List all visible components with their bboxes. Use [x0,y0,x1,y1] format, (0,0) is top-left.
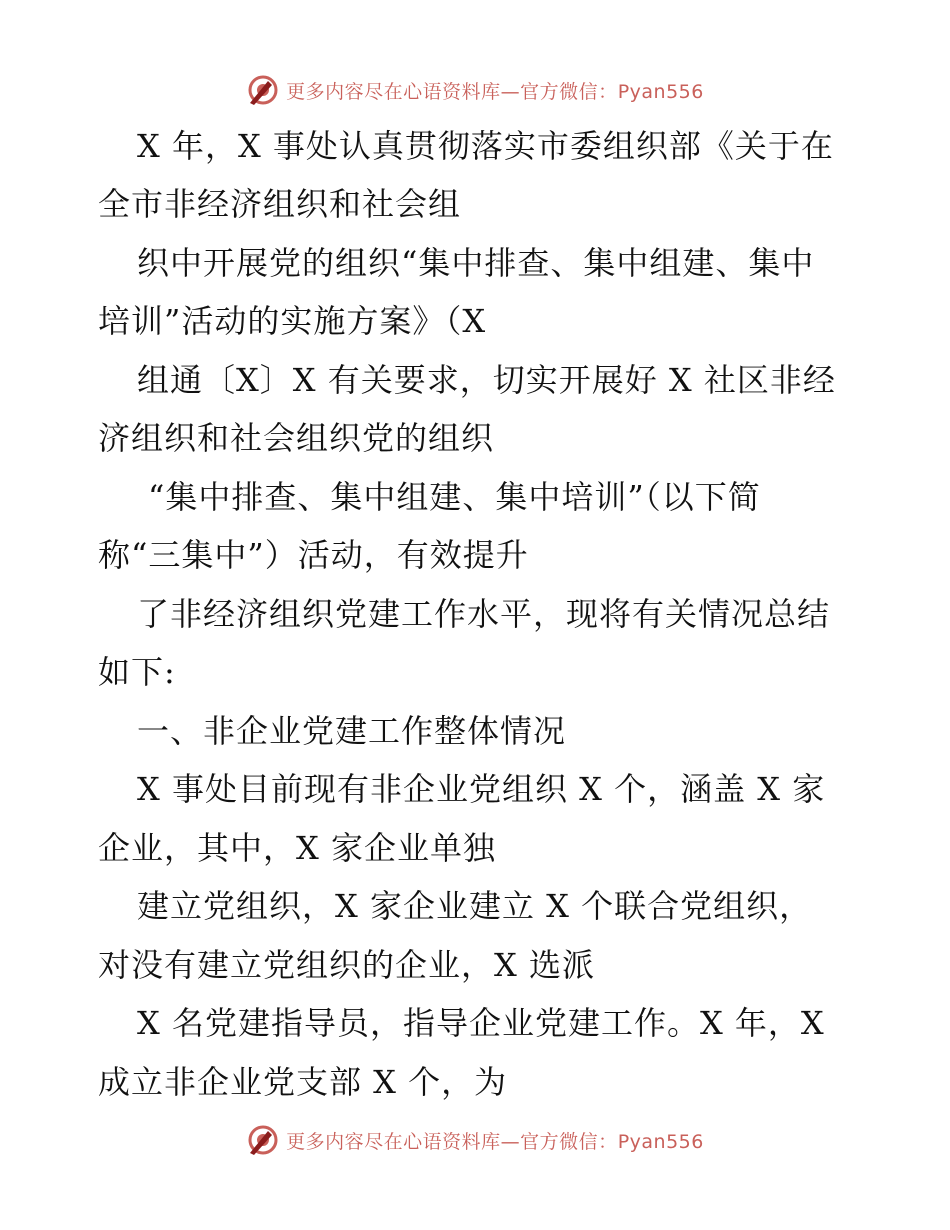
text-line: 建立党组织，X 家企业建立 X 个联合党组织， [137,887,813,925]
text-line: 成立非企业党支部 X 个，为 [98,1063,508,1101]
text-line: 对没有建立党组织的企业，X 选派 [98,946,595,984]
text-line: 了非经济组织党建工作水平，现将有关情况总结 [137,595,831,633]
watermark-footer [0,1120,950,1160]
text-line: 全市非经济组织和社会组 [98,185,462,223]
section-heading: 一、非企业党建工作整体情况 [137,712,567,750]
text-line: 企业，其中，X 家企业单独 [98,829,496,867]
text-line: 称“三集中”）活动，有效提升 [98,536,529,574]
text-line: X 年，X 事处认真贯彻落实市委组织部《关于在 [137,127,834,165]
text-line: X 事处目前现有非企业党组织 X 个，涵盖 X 家 [137,770,826,808]
watermark-site: 更多内容尽在心语资料库 [286,1130,501,1153]
text-line: 如下: [98,653,176,691]
text-line: 培训”活动的实施方案》（X [98,302,487,340]
watermark-separator: — [500,1130,521,1153]
watermark-label: 官方微信： [520,80,618,103]
text-line: 济组织和社会组织党的组织 [98,419,495,457]
text-line: X 名党建指导员，指导企业党建工作。X 年，X [137,1004,825,1042]
text-line: 组通〔X〕X 有关要求，切实开展好 X 社区非经 [137,361,836,399]
watermark-id: Pyan556 [617,1130,704,1153]
watermark-header [0,70,950,110]
watermark-site: 更多内容尽在心语资料库 [286,80,501,103]
text-line: “集中排查、集中组建、集中培训”（以下简 [148,478,761,516]
pen-logo-icon [246,1123,280,1157]
watermark-label: 官方微信： [520,1130,618,1153]
watermark-id: Pyan556 [617,80,704,103]
text-line: 织中开展党的组织“集中排查、集中组建、集中 [137,244,815,282]
pen-logo-icon [246,73,280,107]
watermark-separator: — [500,80,521,103]
